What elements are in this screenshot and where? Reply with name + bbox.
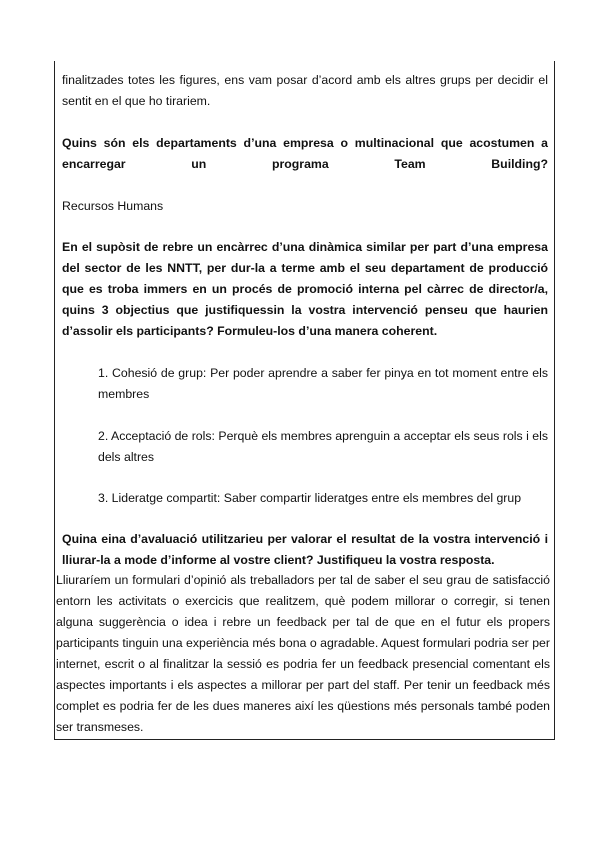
objective-item-1: 1. Cohesió de grup: Per poder aprendre a saber fer pinya en tot moment entre els membres [98, 366, 548, 401]
answer-departments: Recursos Humans [62, 199, 164, 213]
question-objectives: En el supòsit de rebre un encàrrec d’una dinàmica similar per part d’una empresa del sector de les NNTT, per dur-la a terme amb el seu departament de producció que es troba immers en un procés de promoció interna pel càrrec de director/a, quins 3 objectius que justifiquessin la vostra intervenció penseu que haurien d’assolir els participants? Formuleu-los d’una manera coherent. [62, 240, 548, 338]
objective-item-2: 2. Acceptació de rols: Perquè els membres aprenguin a acceptar els seus rols i els dels altres [98, 429, 548, 464]
question-departments: Quins són els departaments d’una empresa o multinacional que acostumen a encarregar un programa Team Building? [62, 136, 548, 171]
intro-paragraph: finalitzades totes les figures, ens vam posar d’acord amb els altres grups per decidir el sentit en el que ho tirariem. [62, 73, 548, 108]
answer-evaluation: Lliuraríem un formulari d’opinió als treballadors per tal de saber el seu grau de satisfacció entorn les activitats o exercicis que realitzem, què podem millorar o corregir, si tenen alguna suggerència o idea i rebre un feedback per tal de que en el futur els propers participants tinguin una experiència més bona o agradable. Aquest formulari podria ser per internet, escrit o al finalitzar la sessió es podria fer un feedback presencial comentant els aspectes importants i els aspectes a millorar per part del staff. Per tenir un feedback més complet es podria fer de les dues maneres així les qüestions més personals també poden ser transmeses. [56, 573, 550, 734]
question-evaluation: Quina eina d’avaluació utilitzarieu per valorar el resultat de la vostra intervenció i lliurar-la a mode d’informe al vostre client? Justifiqueu la vostra resposta. [62, 532, 548, 567]
objective-item-3: 3. Lideratge compartit: Saber compartir lideratges entre els membres del grup [98, 491, 522, 505]
